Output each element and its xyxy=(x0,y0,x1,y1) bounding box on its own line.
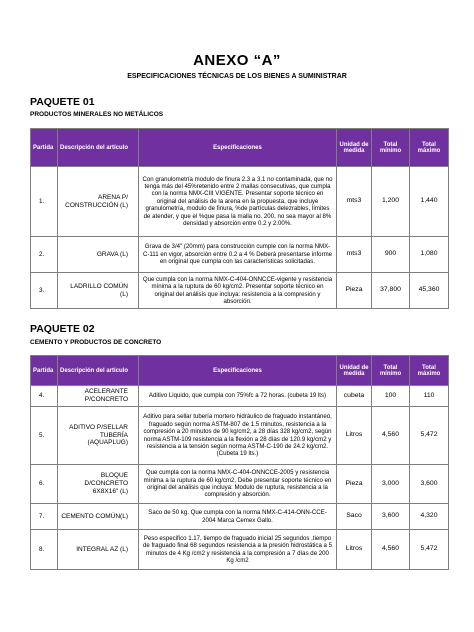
row-descripcion: GRAVA (L) xyxy=(58,237,139,273)
col-header-partida: Partida xyxy=(31,129,58,167)
col-header-unidad: Unidad de medida xyxy=(337,129,372,167)
document-title: ANEXO “A” xyxy=(193,52,281,69)
row-minimo: 37,800 xyxy=(372,273,410,309)
row-minimo: 3,600 xyxy=(372,504,410,530)
row-maximo: 110 xyxy=(410,386,449,407)
table-row xyxy=(31,465,449,504)
col-header-especificaciones: Especificaciones xyxy=(139,129,337,167)
table-header-row xyxy=(31,356,449,386)
row-partida: 4. xyxy=(31,386,58,407)
col-header-descripcion: Descripción del artículo xyxy=(58,129,139,167)
row-descripcion: ARENA P/ CONSTRUCCIÓN (L) xyxy=(58,167,139,237)
row-unidad: Saco xyxy=(337,504,372,530)
row-descripcion: ADITIVO P/SELLAR TUBERÍA (AQUAPLUG) xyxy=(58,407,139,465)
col-header-minimo: Total mínimo xyxy=(372,356,410,386)
col-header-descripcion: Descripción del artículo xyxy=(58,356,139,386)
row-minimo: 1,200 xyxy=(372,167,410,237)
row-unidad: Litros xyxy=(337,407,372,465)
row-minimo: 100 xyxy=(372,386,410,407)
package-subtitle: CEMENTO Y PRODUCTOS DE CONCRETO xyxy=(30,339,162,346)
row-especificaciones: Con granulometría modulo de finura 2.3 a 3.1 no contaminada, que no tenga más del 45%retenido entre 2 mallas consecutivas, que cumpla con la norma NMX-CIII VIGENTE. Presentar soporte técnico en original del análisis de la arena en la propuesta, que incluye granulometría, modulo de finura, %de partículas delezrables, límites de atender, y que el %que pasa la malla no. 200, no sea mayor al 8% densidad y absorción entre 0.2 y 2.00%. xyxy=(139,167,337,237)
row-descripcion: INTEGRAL AZ (L) xyxy=(58,530,139,570)
row-maximo: 3,600 xyxy=(410,465,449,504)
col-header-unidad: Unidad de medida xyxy=(337,356,372,386)
col-header-partida: Partida xyxy=(31,356,58,386)
table-row xyxy=(31,530,449,570)
table-row xyxy=(31,237,449,273)
row-especificaciones: Que cumpla con la norma NMX-C-404-ONNCCE-vigente y resistencia mínima a la ruptura de 60 kg/cm2. Presentar soporte técnico en original del análisis que incluya: resistencia a la compresión y absorción. xyxy=(139,273,337,309)
row-partida: 1. xyxy=(31,167,58,237)
row-unidad: Pieza xyxy=(337,273,372,309)
row-partida: 5. xyxy=(31,407,58,465)
document-subtitle: ESPECIFICACIONES TÉCNICAS DE LOS BIENES A SUMINISTRAR xyxy=(127,73,347,80)
row-especificaciones: Aditivo para sellar tubería mortero hidráulico de fraguado instantáneo, fraguado según norma ASTM-807 de 1.5 minutos, resistencia a la compresión a 20 minutos de 90 kg/cm2, a 28 días 328 kg/cm2, según norma ASTM-109 resistencia a la flexión a 28 días de 120.9 kg/cm2 y resistencia a la tensión según norma ASTM-C-190 de 24.2 kg/cm2. (Cubeta 19 lts.) xyxy=(139,407,337,465)
row-partida: 2. xyxy=(31,237,58,273)
row-unidad: cubeta xyxy=(337,386,372,407)
col-header-minimo: Total mínimo xyxy=(372,129,410,167)
col-header-especificaciones: Especificaciones xyxy=(139,356,337,386)
table-row xyxy=(31,273,449,309)
row-maximo: 5,472 xyxy=(410,407,449,465)
row-minimo: 900 xyxy=(372,237,410,273)
table-row xyxy=(31,167,449,237)
row-especificaciones: Saco de 50 kg. Que cumpla con la norma NMX-C-414-ONN-CCE-2004 Marca Cemex Gallo. xyxy=(139,504,337,530)
specs-table-package-2 xyxy=(30,355,449,570)
col-header-maximo: Total máximo xyxy=(410,129,449,167)
row-unidad: mts3 xyxy=(337,237,372,273)
row-partida: 6. xyxy=(31,465,58,504)
row-descripcion: LADRILLO COMÚN (L) xyxy=(58,273,139,309)
row-minimo: 4,560 xyxy=(372,530,410,570)
specs-table-package-1 xyxy=(30,128,449,309)
col-header-maximo: Total máximo xyxy=(410,356,449,386)
package-title: PAQUETE 02 xyxy=(30,323,95,335)
table-row xyxy=(31,504,449,530)
package-title: PAQUETE 01 xyxy=(30,96,95,108)
row-maximo: 5,472 xyxy=(410,530,449,570)
row-maximo: 45,360 xyxy=(410,273,449,309)
row-especificaciones: Aditivo Liquido, que cumpla con 75%fc a 72 horas. (cubeta 19 lts) xyxy=(139,386,337,407)
row-especificaciones: Que cumpla con la norma NMX-C-404-ONNCCE-2005 y resistencia mínima a la ruptura de 60 kg/cm2. Debe presentar soporte técnico en original del análisis que incluya: Modulo de ruptura, resistencia a la compresión y absorción. xyxy=(139,465,337,504)
row-descripcion: CEMENTO COMÚN(L) xyxy=(58,504,139,530)
row-minimo: 4,560 xyxy=(372,407,410,465)
row-especificaciones: Grava de 3/4" (20mm) para construcción cumple con la norma NMX-C-111 en vigor, absorción entre 0.2 a 4 % Deberá presentarse informe en original que cumpla con las características solicitadas. xyxy=(139,237,337,273)
row-unidad: Pieza xyxy=(337,465,372,504)
table-header-row xyxy=(31,129,449,167)
package-subtitle: PRODUCTOS MINERALES NO METÁLICOS xyxy=(30,111,164,118)
row-partida: 7. xyxy=(31,504,58,530)
row-partida: 8. xyxy=(31,530,58,570)
row-maximo: 4,320 xyxy=(410,504,449,530)
table-row xyxy=(31,386,449,407)
row-descripcion: ACELERANTE P/CONCRETO xyxy=(58,386,139,407)
row-maximo: 1,080 xyxy=(410,237,449,273)
row-especificaciones: Peso especifico 1.17, tiempo de fraguado inicial 25 segundos ,tiempo de fraguado final 68 segundos resistencia a la presión hidrostática a 5 minutos de 4 Kg /cm2 y resistencia a la compresión a 7 días de 200 Kg /cm2 xyxy=(139,530,337,570)
row-partida: 3. xyxy=(31,273,58,309)
row-maximo: 1,440 xyxy=(410,167,449,237)
row-minimo: 3,000 xyxy=(372,465,410,504)
table-row xyxy=(31,407,449,465)
row-unidad: Litros xyxy=(337,530,372,570)
row-unidad: mts3 xyxy=(337,167,372,237)
row-descripcion: BLOQUE D/CONCRETO 6X8X16" (L) xyxy=(58,465,139,504)
